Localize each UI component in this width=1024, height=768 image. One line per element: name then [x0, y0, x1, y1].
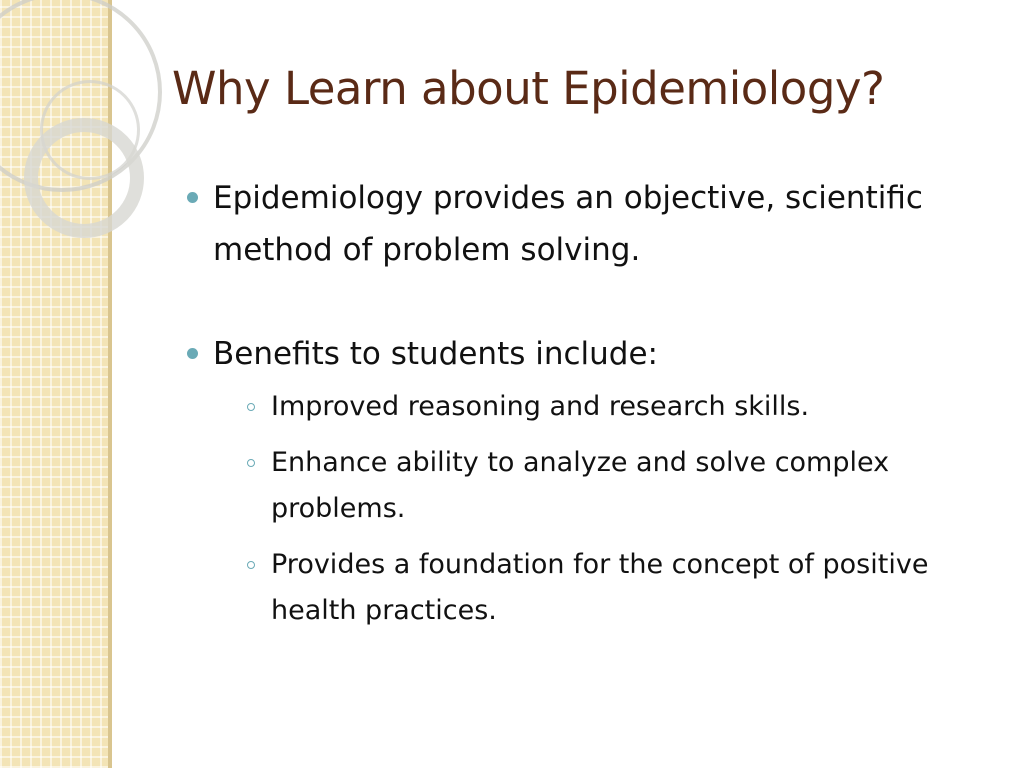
hollow-bullet-icon [247, 403, 255, 411]
sub-bullet-text: Improved reasoning and research skills. [271, 391, 810, 422]
slide-title: Why Learn about Epidemiology? [172, 62, 885, 115]
sub-bullet-item [243, 384, 985, 430]
sub-bullet-text: Provides a foundation for the concept of positive health practices. [271, 549, 929, 626]
bullet-dot-icon [187, 192, 198, 203]
decorative-ring-icon [24, 118, 144, 238]
bullet-item [185, 172, 985, 276]
sub-bullet-text: Enhance ability to analyze and solve complex problems. [271, 447, 890, 524]
bullet-text: Benefits to students include: [213, 336, 658, 372]
bullet-dot-icon [187, 348, 198, 359]
hollow-bullet-icon [247, 459, 255, 467]
sub-bullet-list [213, 384, 985, 634]
hollow-bullet-icon [247, 561, 255, 569]
slide-body [185, 172, 985, 644]
sub-bullet-item [243, 542, 985, 634]
bullet-item [185, 328, 985, 634]
sub-bullet-item [243, 440, 985, 532]
bullet-text: Epidemiology provides an objective, scientific method of problem solving. [213, 180, 923, 268]
